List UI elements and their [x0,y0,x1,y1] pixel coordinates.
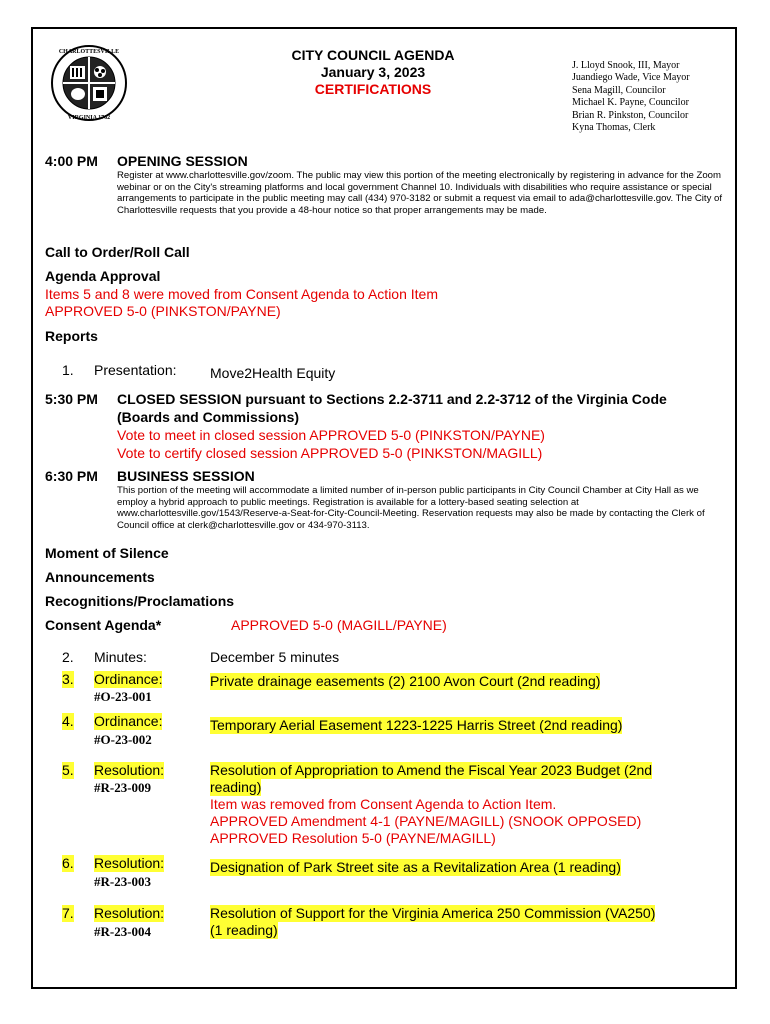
council-member: J. Lloyd Snook, III, Mayor [572,60,680,71]
report-item-desc: Move2Health Equity [210,365,336,381]
opening-title: OPENING SESSION [117,153,248,169]
closed-vote-meet: Vote to meet in closed session APPROVED 5-0 (PINKSTON/PAYNE) [117,427,545,443]
council-member: Kyna Thomas, Clerk [572,122,656,134]
business-time: 6:30 PM [45,468,98,484]
report-item-type: Presentation: [94,362,177,378]
item-type: Resolution: [94,855,165,871]
council-member: Sena Magill, Councilor [572,84,666,96]
item-code: #R-23-009 [94,780,152,795]
consent-agenda-heading: Consent Agenda* [45,617,162,633]
item-number: 3. [62,671,74,687]
agenda-approval-heading: Agenda Approval [45,268,161,284]
item-number: 4. [62,713,74,729]
agenda-page [31,27,737,989]
item-number: 2. [62,649,74,665]
item-type: Minutes: [94,649,147,665]
recognitions-heading: Recognitions/Proclamations [45,593,235,609]
council-member: Michael K. Payne, Councilor [572,97,689,109]
item-desc: Temporary Aerial Easement 1223-1225 Harris Street (2nd reading) [210,717,623,733]
closed-title: CLOSED SESSION pursuant to Sections 2.2-3711 and 2.2-3712 of the Virginia Code [117,391,667,407]
agenda-approval-note: Items 5 and 8 were moved from Consent Agenda to Action Item [45,286,438,302]
item-code: #R-23-003 [94,874,152,889]
report-item-number: 1. [62,362,74,378]
agenda-subtitle: CERTIFICATIONS [314,81,432,97]
item-desc: Private drainage easements (2) 2100 Avon Court (2nd reading) [210,673,601,689]
svg-text:VIRGINIA 1762: VIRGINIA 1762 [67,115,111,121]
item-desc: Designation of Park Street site as a Revitalization Area (1 reading) [210,859,621,875]
agenda-title: CITY COUNCIL AGENDA [291,47,455,63]
item-vote-resolution: APPROVED Resolution 5-0 (PAYNE/MAGILL) [210,830,496,846]
opening-body: Register at www.charlottesville.gov/zoom. The public may view this portion of the meeting electronically by registering in advance for the Zoom webinar or on the City's streaming platforms and local government Channel 10. Individuals with disabilities who require assistance or special arrangements to participate in the public meeting may call (434) 970-3182 or submit a request via email to ada@charlottesville.gov. The City of Charlottesville requests that you provide a 48-hour notice so that proper arrangements may be made. [117,170,723,217]
item-desc-cont: (1 reading) [210,922,278,938]
item-vote-amendment: APPROVED Amendment 4-1 (PAYNE/MAGILL) (SNOOK OPPOSED) [210,813,642,829]
opening-time: 4:00 PM [45,153,98,169]
closed-title-cont: (Boards and Commissions) [117,409,300,425]
council-member: Brian R. Pinkston, Councilor [572,109,689,121]
consent-agenda-status: APPROVED 5-0 (MAGILL/PAYNE) [231,617,447,633]
item-type: Ordinance: [94,671,163,687]
closed-time: 5:30 PM [45,391,98,407]
agenda-date: January 3, 2023 [320,64,426,80]
item-type: Ordinance: [94,713,163,729]
item-note: Item was removed from Consent Agenda to Action Item. [210,796,557,812]
item-code: #O-23-001 [94,689,152,704]
announcements-heading: Announcements [45,569,155,585]
closed-vote-certify: Vote to certify closed session APPROVED 5-0 (PINKSTON/MAGILL) [117,445,543,461]
item-number: 7. [62,905,74,921]
svg-text:CHARLOTTESVILLE: CHARLOTTESVILLE [58,49,120,55]
moment-of-silence-heading: Moment of Silence [45,545,169,561]
item-type: Resolution: [94,905,165,921]
item-desc-cont: reading) [210,779,262,795]
council-members [572,60,690,134]
item-number: 6. [62,855,74,871]
item-code: #R-23-004 [94,924,152,939]
reports-heading: Reports [45,328,98,344]
business-title: BUSINESS SESSION [117,468,255,484]
council-member: Juandiego Wade, Vice Mayor [572,72,690,84]
agenda-header [268,47,478,98]
business-body: This portion of the meeting will accommodate a limited number of in-person public participants in City Council Chamber at City Hall as we employ a hybrid approach to public meetings. Registration is available for a lottery-based seating selection at www.charlottesville.gov/1543/Reserve-a-Seat-for-City-Council-Meeting. Reservation requests may also be made by contacting the Clerk of Council office at clerk@charlottesville.gov or 434-970-3113. [117,485,705,532]
item-number: 5. [62,762,74,778]
item-code: #O-23-002 [94,732,152,747]
item-type: Resolution: [94,762,165,778]
agenda-approval-vote: APPROVED 5-0 (PINKSTON/PAYNE) [45,303,281,319]
item-desc: Resolution of Support for the Virginia America 250 Commission (VA250) [210,905,656,921]
call-to-order-heading: Call to Order/Roll Call [45,244,190,260]
city-seal-logo [50,44,128,122]
item-desc: December 5 minutes [210,649,340,665]
item-desc: Resolution of Appropriation to Amend the Fiscal Year 2023 Budget (2nd [210,762,653,778]
